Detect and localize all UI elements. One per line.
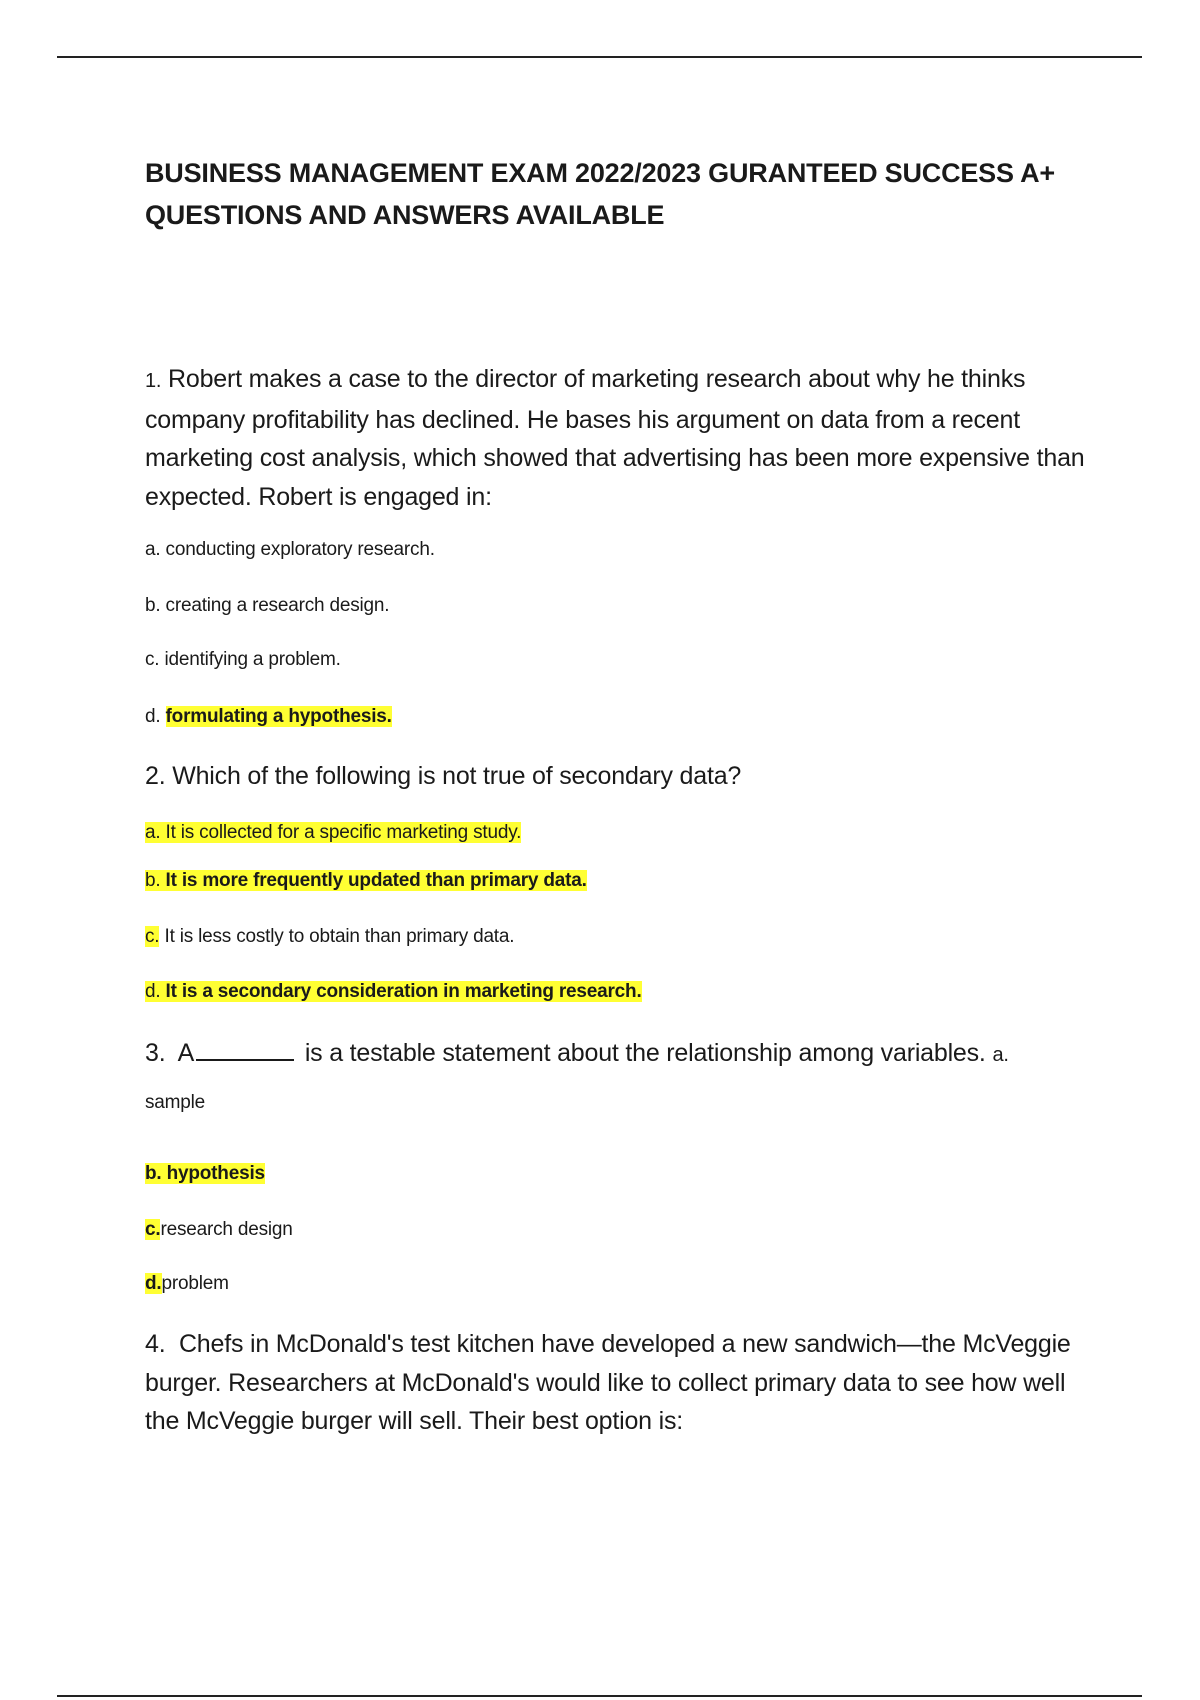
option-letter: b. — [145, 870, 161, 891]
option-letter: b. — [145, 595, 161, 616]
option-letter: a. — [145, 822, 161, 843]
option-text: hypothesis — [166, 1163, 265, 1184]
document-title: BUSINESS MANAGEMENT EXAM 2022/2023 GURANTEED SUCCESS A+ QUESTIONS AND ANSWERS AVAILABLE — [145, 158, 1055, 230]
q3-option-c — [145, 1216, 293, 1244]
option-letter: c. — [145, 649, 160, 670]
question-4 — [145, 1325, 1105, 1441]
option-highlight — [145, 870, 587, 891]
option-text: It is collected for a specific marketing study. — [165, 822, 522, 843]
option-highlight — [145, 981, 642, 1002]
question-number: 2. — [145, 762, 166, 790]
q2-option-c — [145, 923, 514, 951]
bottom-rule — [57, 1695, 1142, 1697]
option-text: identifying a problem. — [164, 649, 341, 670]
q3-option-d — [145, 1270, 229, 1298]
question-number: 1. — [145, 370, 162, 392]
option-letter: d. — [145, 706, 161, 727]
option-text: creating a research design. — [165, 595, 390, 616]
question-2 — [145, 757, 1105, 796]
q2-option-d — [145, 978, 642, 1006]
q2-option-a — [145, 819, 521, 847]
option-text: research design — [160, 1219, 293, 1240]
option-text: conducting exploratory research. — [165, 539, 435, 560]
option-letter: a. — [145, 539, 161, 560]
question-text-before: A — [177, 1039, 195, 1067]
option-text-highlighted: formulating a hypothesis. — [165, 706, 392, 727]
question-number: 3. — [145, 1039, 166, 1067]
q1-option-c — [145, 646, 341, 674]
option-letter: d. — [145, 981, 161, 1002]
option-letter: b. — [145, 1163, 162, 1184]
question-1 — [145, 360, 1105, 516]
option-highlight — [145, 822, 521, 843]
q1-option-a — [145, 536, 435, 564]
q1-option-b — [145, 592, 389, 620]
top-rule — [57, 56, 1142, 58]
option-text: It is less costly to obtain than primary data. — [164, 926, 515, 947]
q2-option-b — [145, 867, 587, 895]
q3-option-a — [145, 1089, 205, 1117]
question-text: Robert makes a case to the director of marketing research about why he thinks company profitability has declined. He bases his argument on data from a recent marketing cost analysis, which showed that advertising has been more expensive than expected. Robert is engaged in: — [145, 365, 1085, 511]
q3-option-b — [145, 1160, 265, 1188]
option-letter: c. — [145, 1219, 161, 1240]
question-number: 4. — [145, 1330, 166, 1358]
option-letter: a. — [992, 1044, 1009, 1066]
fill-in-blank — [196, 1037, 294, 1061]
option-text: sample — [145, 1092, 206, 1113]
q1-option-d — [145, 703, 392, 731]
option-text: It is more frequently updated than primary data. — [165, 870, 587, 891]
option-text: It is a secondary consideration in marketing research. — [165, 981, 642, 1002]
question-3 — [145, 1034, 1105, 1075]
question-text: Chefs in McDonald's test kitchen have developed a new sandwich—the McVeggie burger. Researchers at McDonald's would like to collect primary data to see how well the McVeggie burger will sell. Their best option is: — [145, 1330, 1071, 1435]
question-text-after: is a testable statement about the relationship among variables. — [304, 1039, 986, 1067]
option-letter: d. — [145, 1273, 162, 1294]
question-text: Which of the following is not true of secondary data? — [172, 762, 742, 790]
option-letter: c. — [145, 926, 160, 947]
option-text: problem — [161, 1273, 229, 1294]
option-highlight — [145, 1163, 265, 1184]
